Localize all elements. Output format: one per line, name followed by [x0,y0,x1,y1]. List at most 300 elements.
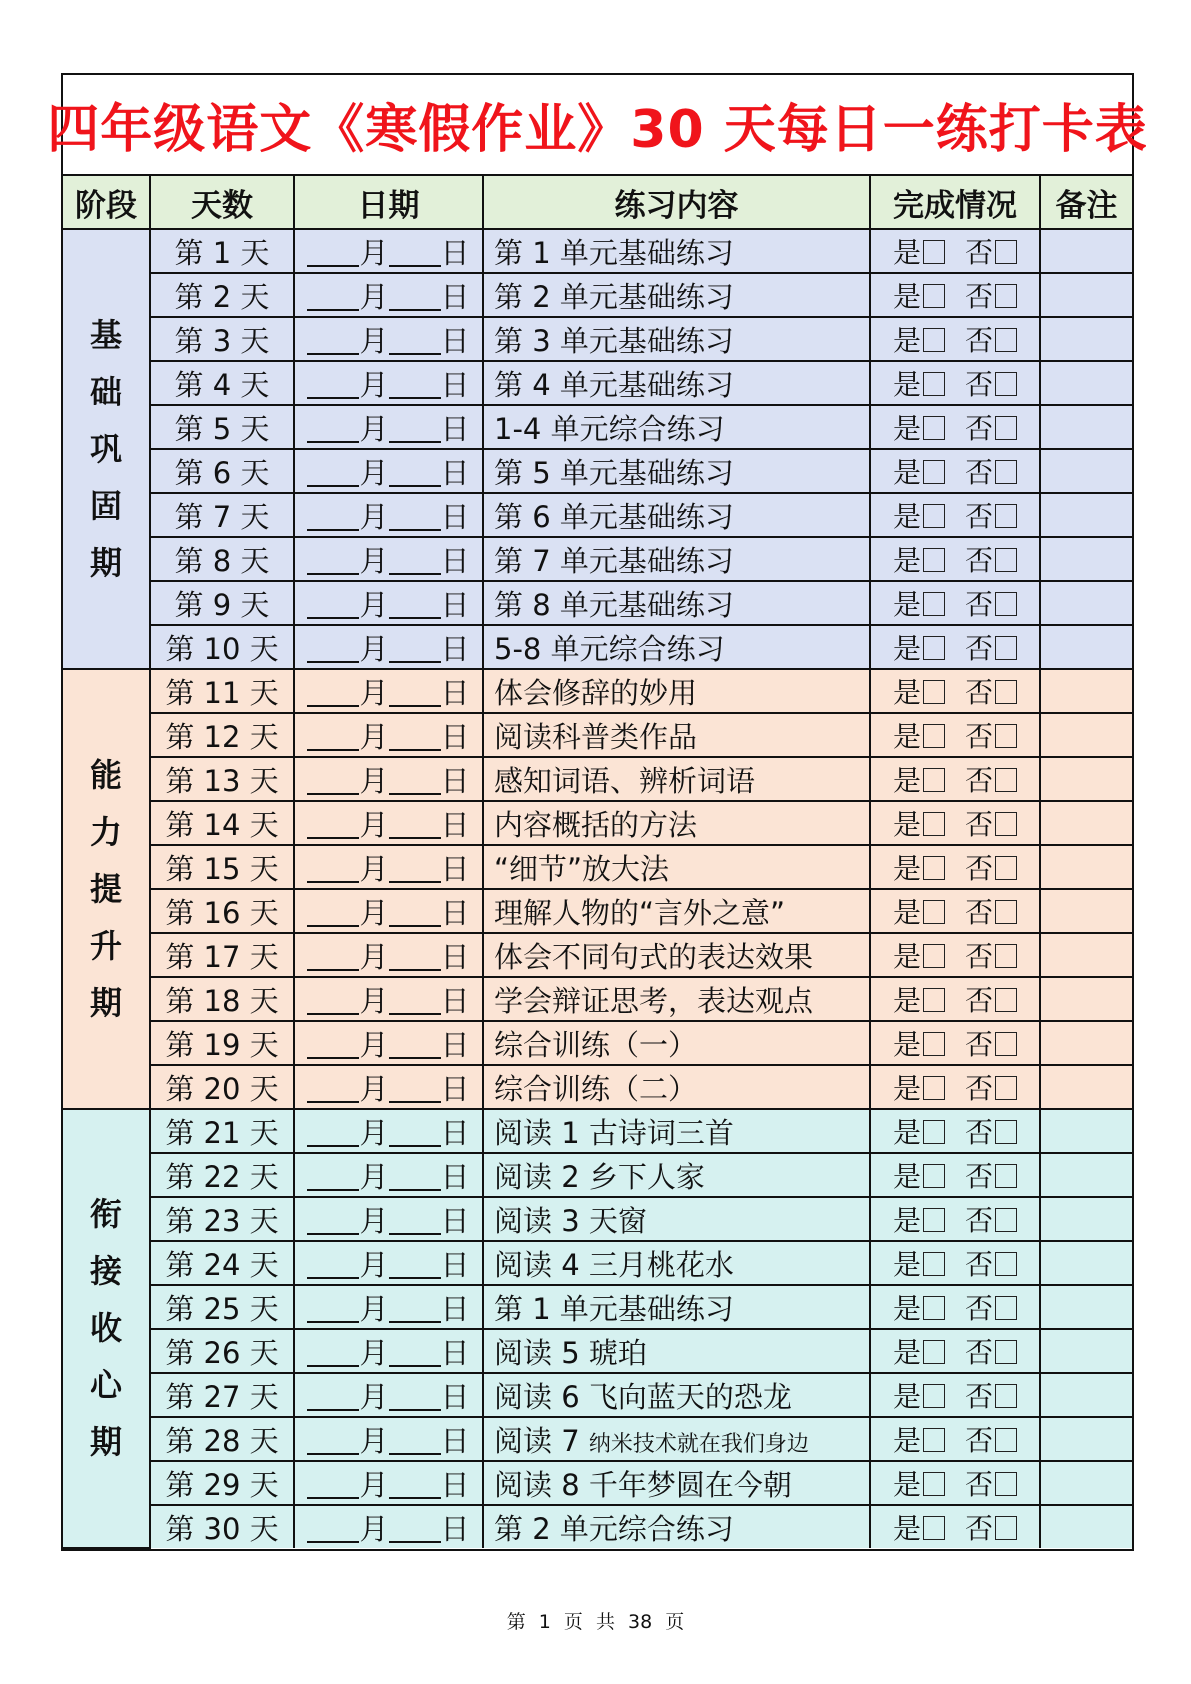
yes-checkbox[interactable] [923,988,945,1012]
date-cell[interactable] [294,1153,483,1197]
status-cell [870,1417,1040,1461]
day-blank[interactable] [389,767,441,795]
date-cell[interactable] [294,625,483,669]
day-blank[interactable] [389,679,441,707]
yes-label: 是 [892,720,921,753]
month-label: 月 [359,719,389,754]
no-checkbox[interactable] [995,812,1017,836]
no-label: 否 [965,1028,994,1061]
note-cell[interactable] [1040,1461,1132,1505]
yes-label: 是 [892,1292,921,1325]
no-checkbox[interactable] [995,1384,1017,1408]
yes-checkbox[interactable] [923,240,945,264]
day-blank[interactable] [389,371,441,399]
no-checkbox[interactable] [995,240,1017,264]
yes-checkbox[interactable] [923,1208,945,1232]
note-cell[interactable] [1040,977,1132,1021]
date-cell[interactable] [294,229,483,273]
status-cell [870,1153,1040,1197]
note-cell[interactable] [1040,933,1132,977]
day-cell: 第 4 天 [150,361,294,405]
month-blank[interactable] [307,1383,359,1411]
yes-checkbox[interactable] [923,284,945,308]
note-cell[interactable] [1040,889,1132,933]
date-cell[interactable] [294,801,483,845]
day-label: 日 [440,411,470,446]
day-blank[interactable] [389,547,441,575]
note-cell[interactable] [1040,581,1132,625]
stage-cell [63,229,150,669]
yes-label: 是 [892,368,921,401]
no-checkbox[interactable] [995,724,1017,748]
yes-checkbox[interactable] [923,1384,945,1408]
yes-checkbox[interactable] [923,1516,945,1540]
day-blank[interactable] [389,855,441,883]
header-date: 日期 [294,176,483,229]
no-checkbox[interactable] [995,1340,1017,1364]
content-cell [483,1373,870,1417]
month-label: 月 [359,367,389,402]
yes-label: 是 [892,676,921,709]
day-blank[interactable] [389,1163,441,1191]
content-cell [483,361,870,405]
no-checkbox[interactable] [995,548,1017,572]
month-blank[interactable] [307,723,359,751]
date-cell[interactable] [294,1241,483,1285]
date-cell[interactable] [294,1417,483,1461]
month-blank[interactable] [307,1119,359,1147]
note-cell[interactable] [1040,757,1132,801]
no-label: 否 [965,1380,994,1413]
checkin-table [63,176,1132,1549]
day-label: 日 [440,1379,470,1414]
yes-label: 是 [892,412,921,445]
month-blank[interactable] [307,1471,359,1499]
table-row [63,669,1132,713]
no-checkbox[interactable] [995,1428,1017,1452]
stage-label: 基础巩固期 [89,315,122,582]
day-blank[interactable] [389,723,441,751]
month-label: 月 [359,1203,389,1238]
day-label: 日 [440,1247,470,1282]
no-checkbox[interactable] [995,680,1017,704]
yes-checkbox[interactable] [923,548,945,572]
day-label: 日 [440,499,470,534]
note-cell[interactable] [1040,625,1132,669]
yes-label: 是 [892,236,921,269]
no-label: 否 [965,1424,994,1457]
content-text: 第 2 单元综合练习 [494,1511,734,1546]
content-subtext: 纳米技术就在我们身边 [588,1431,809,1457]
yes-checkbox[interactable] [923,1164,945,1188]
content-cell [483,625,870,669]
day-label: 日 [440,1423,470,1458]
yes-label: 是 [892,500,921,533]
month-blank[interactable] [307,1163,359,1191]
date-cell[interactable] [294,537,483,581]
yes-label: 是 [892,896,921,929]
no-checkbox[interactable] [995,1120,1017,1144]
day-cell: 第 27 天 [150,1373,294,1417]
yes-label: 是 [892,1468,921,1501]
note-cell[interactable] [1040,1329,1132,1373]
day-blank[interactable] [389,1207,441,1235]
note-cell[interactable] [1040,1241,1132,1285]
note-cell[interactable] [1040,493,1132,537]
content-cell [483,713,870,757]
no-label: 否 [965,852,994,885]
day-label: 日 [440,455,470,490]
month-blank[interactable] [307,239,359,267]
date-cell[interactable] [294,1329,483,1373]
note-cell[interactable] [1040,405,1132,449]
date-cell[interactable] [294,1373,483,1417]
table-row [63,493,1132,537]
note-cell[interactable] [1040,317,1132,361]
day-blank[interactable] [389,1383,441,1411]
date-cell[interactable] [294,449,483,493]
day-label: 日 [440,939,470,974]
day-blank[interactable] [389,1515,441,1543]
yes-label: 是 [892,324,921,357]
yes-label: 是 [892,764,921,797]
no-label: 否 [965,896,994,929]
no-checkbox[interactable] [995,1296,1017,1320]
table-row [63,361,1132,405]
day-label: 日 [440,631,470,666]
date-cell[interactable] [294,845,483,889]
day-blank[interactable] [389,459,441,487]
date-cell[interactable] [294,713,483,757]
note-cell[interactable] [1040,1373,1132,1417]
note-cell[interactable] [1040,1197,1132,1241]
yes-checkbox[interactable] [923,1120,945,1144]
month-label: 月 [359,1511,389,1546]
no-label: 否 [965,456,994,489]
yes-checkbox[interactable] [923,1340,945,1364]
status-cell [870,1373,1040,1417]
no-label: 否 [965,1116,994,1149]
day-blank[interactable] [389,415,441,443]
no-checkbox[interactable] [995,856,1017,880]
month-blank[interactable] [307,327,359,355]
month-label: 月 [359,983,389,1018]
date-cell[interactable] [294,1505,483,1548]
content-text: 阅读 3 天窗 [494,1203,647,1238]
status-cell [870,669,1040,713]
yes-checkbox[interactable] [923,724,945,748]
date-cell[interactable] [294,1065,483,1109]
no-checkbox[interactable] [995,1208,1017,1232]
day-blank[interactable] [389,503,441,531]
yes-checkbox[interactable] [923,944,945,968]
day-blank[interactable] [389,811,441,839]
content-cell [483,1021,870,1065]
note-cell[interactable] [1040,845,1132,889]
header-content: 练习内容 [483,176,870,229]
header-day: 天数 [150,176,294,229]
day-cell: 第 9 天 [150,581,294,625]
day-blank[interactable] [389,1339,441,1367]
no-checkbox[interactable] [995,504,1017,528]
day-blank[interactable] [389,327,441,355]
content-cell [483,1461,870,1505]
date-cell[interactable] [294,889,483,933]
month-blank[interactable] [307,415,359,443]
day-blank[interactable] [389,1251,441,1279]
month-blank[interactable] [307,635,359,663]
yes-checkbox[interactable] [923,680,945,704]
date-cell[interactable] [294,405,483,449]
stage-label: 衔接收心期 [89,1195,122,1461]
note-cell[interactable] [1040,1109,1132,1153]
no-checkbox[interactable] [995,1516,1017,1540]
no-checkbox[interactable] [995,284,1017,308]
yes-checkbox[interactable] [923,592,945,616]
yes-checkbox[interactable] [923,1428,945,1452]
content-cell [483,1285,870,1329]
no-checkbox[interactable] [995,460,1017,484]
note-cell[interactable] [1040,801,1132,845]
date-cell[interactable] [294,1109,483,1153]
note-cell[interactable] [1040,273,1132,317]
month-blank[interactable] [307,899,359,927]
month-blank[interactable] [307,1339,359,1367]
month-blank[interactable] [307,1295,359,1323]
yes-label: 是 [892,1248,921,1281]
date-cell[interactable] [294,1197,483,1241]
table-row [63,977,1132,1021]
month-blank[interactable] [307,987,359,1015]
yes-checkbox[interactable] [923,1076,945,1100]
yes-checkbox[interactable] [923,812,945,836]
month-label: 月 [359,411,389,446]
yes-label: 是 [892,1336,921,1369]
day-blank[interactable] [389,591,441,619]
table-row [63,757,1132,801]
header-row [63,176,1132,229]
date-cell[interactable] [294,1461,483,1505]
no-checkbox[interactable] [995,416,1017,440]
no-checkbox[interactable] [995,1164,1017,1188]
status-cell [870,713,1040,757]
day-cell: 第 7 天 [150,493,294,537]
status-cell [870,1197,1040,1241]
day-blank[interactable] [389,987,441,1015]
month-blank[interactable] [307,1515,359,1543]
yes-checkbox[interactable] [923,1032,945,1056]
status-cell [870,1021,1040,1065]
no-checkbox[interactable] [995,1252,1017,1276]
month-blank[interactable] [307,547,359,575]
note-cell[interactable] [1040,1417,1132,1461]
yes-checkbox[interactable] [923,372,945,396]
month-label: 月 [359,235,389,270]
no-checkbox[interactable] [995,988,1017,1012]
no-label: 否 [965,1160,994,1193]
date-cell[interactable] [294,273,483,317]
no-checkbox[interactable] [995,1472,1017,1496]
content-cell [483,757,870,801]
date-cell[interactable] [294,977,483,1021]
content-cell [483,1329,870,1373]
yes-checkbox[interactable] [923,416,945,440]
month-blank[interactable] [307,679,359,707]
month-label: 月 [359,1071,389,1106]
yes-checkbox[interactable] [923,900,945,924]
table-row [63,1373,1132,1417]
note-cell[interactable] [1040,1065,1132,1109]
month-blank[interactable] [307,1251,359,1279]
month-blank[interactable] [307,767,359,795]
header-stage: 阶段 [63,176,150,229]
day-label: 日 [440,587,470,622]
no-checkbox[interactable] [995,328,1017,352]
no-checkbox[interactable] [995,768,1017,792]
no-label: 否 [965,588,994,621]
date-cell[interactable] [294,1285,483,1329]
month-label: 月 [359,499,389,534]
note-cell[interactable] [1040,1021,1132,1065]
month-blank[interactable] [307,943,359,971]
yes-label: 是 [892,544,921,577]
page-title: 四年级语文《寒假作业》30 天每日一练打卡表 [63,75,1132,176]
content-cell [483,977,870,1021]
note-cell[interactable] [1040,1153,1132,1197]
date-cell[interactable] [294,581,483,625]
no-checkbox[interactable] [995,636,1017,660]
day-label: 日 [440,1071,470,1106]
no-checkbox[interactable] [995,944,1017,968]
table-row [63,845,1132,889]
day-blank[interactable] [389,1031,441,1059]
yes-checkbox[interactable] [923,1252,945,1276]
day-cell: 第 25 天 [150,1285,294,1329]
content-cell [483,1241,870,1285]
no-checkbox[interactable] [995,1032,1017,1056]
table-row [63,317,1132,361]
date-cell[interactable] [294,757,483,801]
yes-checkbox[interactable] [923,460,945,484]
no-label: 否 [965,236,994,269]
status-cell [870,1065,1040,1109]
yes-label: 是 [892,1512,921,1545]
no-checkbox[interactable] [995,1076,1017,1100]
day-label: 日 [440,279,470,314]
note-cell[interactable] [1040,669,1132,713]
content-cell [483,801,870,845]
no-checkbox[interactable] [995,900,1017,924]
content-text: 体会修辞的妙用 [494,675,698,710]
yes-label: 是 [892,280,921,313]
month-label: 月 [359,323,389,358]
yes-checkbox[interactable] [923,768,945,792]
month-blank[interactable] [307,371,359,399]
note-cell[interactable] [1040,1285,1132,1329]
yes-checkbox[interactable] [923,856,945,880]
status-cell [870,1285,1040,1329]
yes-checkbox[interactable] [923,328,945,352]
month-blank[interactable] [307,1075,359,1103]
note-cell[interactable] [1040,537,1132,581]
table-row [63,1109,1132,1153]
day-blank[interactable] [389,635,441,663]
day-blank[interactable] [389,239,441,267]
yes-checkbox[interactable] [923,1296,945,1320]
no-label: 否 [965,1512,994,1545]
table-row [63,1461,1132,1505]
month-blank[interactable] [307,1031,359,1059]
month-blank[interactable] [307,591,359,619]
day-label: 日 [440,1159,470,1194]
day-label: 日 [440,851,470,886]
day-cell: 第 6 天 [150,449,294,493]
no-label: 否 [965,544,994,577]
date-cell[interactable] [294,669,483,713]
note-cell[interactable] [1040,713,1132,757]
month-blank[interactable] [307,1207,359,1235]
month-blank[interactable] [307,855,359,883]
date-cell[interactable] [294,1021,483,1065]
no-label: 否 [965,1204,994,1237]
date-cell[interactable] [294,493,483,537]
yes-checkbox[interactable] [923,504,945,528]
day-blank[interactable] [389,899,441,927]
table-row [63,537,1132,581]
month-blank[interactable] [307,811,359,839]
month-blank[interactable] [307,1427,359,1455]
content-text: 阅读 8 千年梦圆在今朝 [494,1467,792,1502]
note-cell[interactable] [1040,1505,1132,1548]
content-cell [483,493,870,537]
status-cell [870,273,1040,317]
note-cell[interactable] [1040,361,1132,405]
day-label: 日 [440,1467,470,1502]
day-blank[interactable] [389,943,441,971]
yes-label: 是 [892,984,921,1017]
day-cell: 第 2 天 [150,273,294,317]
no-label: 否 [965,1248,994,1281]
yes-checkbox[interactable] [923,636,945,660]
day-blank[interactable] [389,1427,441,1455]
day-cell: 第 8 天 [150,537,294,581]
day-blank[interactable] [389,1295,441,1323]
note-cell[interactable] [1040,449,1132,493]
note-cell[interactable] [1040,229,1132,273]
no-label: 否 [965,808,994,841]
date-cell[interactable] [294,361,483,405]
month-blank[interactable] [307,459,359,487]
date-cell[interactable] [294,317,483,361]
day-cell: 第 20 天 [150,1065,294,1109]
no-checkbox[interactable] [995,372,1017,396]
month-label: 月 [359,279,389,314]
content-cell [483,229,870,273]
day-cell: 第 14 天 [150,801,294,845]
date-cell[interactable] [294,933,483,977]
month-blank[interactable] [307,503,359,531]
yes-checkbox[interactable] [923,1472,945,1496]
status-cell [870,801,1040,845]
day-cell: 第 18 天 [150,977,294,1021]
day-blank[interactable] [389,1075,441,1103]
day-blank[interactable] [389,1471,441,1499]
day-blank[interactable] [389,283,441,311]
no-checkbox[interactable] [995,592,1017,616]
content-cell [483,1109,870,1153]
day-blank[interactable] [389,1119,441,1147]
month-blank[interactable] [307,283,359,311]
